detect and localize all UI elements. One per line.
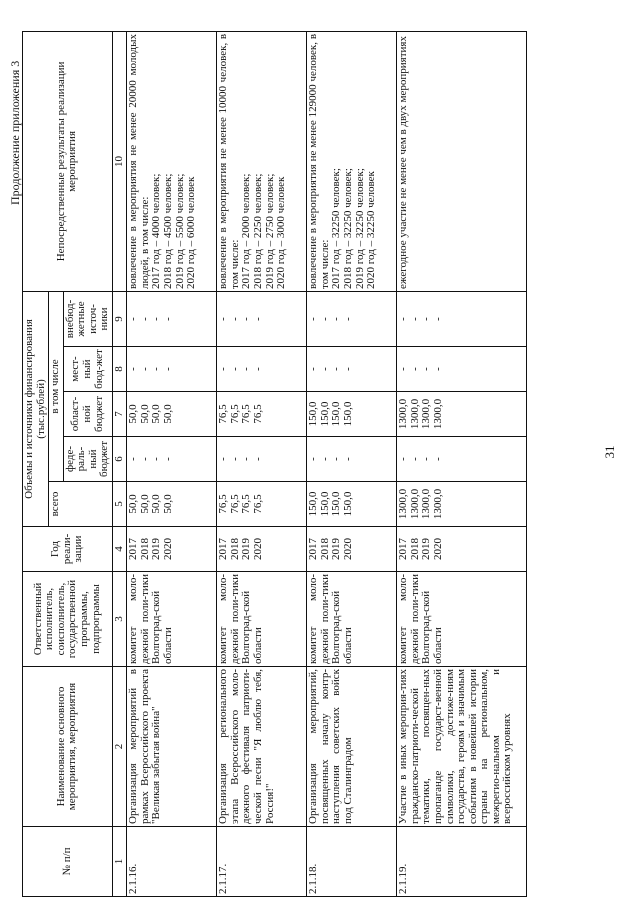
year-cell-value: 2017 [397, 538, 410, 560]
federal-cell [217, 437, 307, 482]
regional-cell-value: 1300,0 [408, 398, 421, 430]
row-number: 2.1.18. [307, 827, 397, 897]
local-cell-value: - [307, 367, 320, 371]
year-cell-value: 2017 [127, 538, 140, 560]
regional-cell-value: 150,0 [330, 401, 343, 427]
local-cell-value: - [330, 367, 343, 371]
regional-cell [307, 392, 397, 437]
local-cell-value: - [342, 367, 355, 371]
result-cell [397, 31, 527, 291]
header-total: всего [49, 482, 113, 527]
regional-cell-value: 76,5 [240, 404, 253, 424]
table-row [397, 31, 527, 896]
local-cell-value: - [217, 367, 230, 371]
result-line: 2019 год – 32250 человек; [353, 168, 366, 289]
year-cell [217, 527, 307, 572]
total-cell-value: 50,0 [150, 494, 163, 514]
year-cell-value: 2020 [342, 538, 355, 560]
colnum: 3 [112, 572, 127, 667]
federal-cell-value: - [252, 457, 265, 461]
year-cell [127, 527, 217, 572]
extra-cell-value: - [397, 317, 410, 321]
federal-cell-value: - [162, 457, 175, 461]
year-cell [307, 527, 397, 572]
regional-cell-value: 50,0 [138, 404, 151, 424]
local-cell [217, 347, 307, 392]
local-cell-value: - [420, 367, 433, 371]
result-line: 2019 год – 2750 человек; [263, 173, 276, 289]
year-cell-value: 2017 [217, 538, 230, 560]
activity-name: Участие в иных мероприя-тиях гражданско-патриоти-ческой тематики, посвящен-ных пропаганде государст-венной символики, достиже-ниям государства, героям и значимым событиям в новейшей истории страны на региональном, межрегио-нальном и всероссийском уровнях [397, 667, 527, 827]
federal-cell-value: - [330, 457, 343, 461]
table-row [127, 31, 217, 896]
result-cell [307, 31, 397, 291]
local-cell-value: - [127, 367, 140, 371]
federal-cell-value: - [217, 457, 230, 461]
total-cell-value: 50,0 [162, 494, 175, 514]
local-cell-value: - [138, 367, 151, 371]
year-cell [397, 527, 527, 572]
page-number: 31 [602, 445, 617, 459]
total-cell-value: 50,0 [127, 494, 140, 514]
total-cell [397, 482, 527, 527]
colnum: 10 [112, 31, 127, 291]
local-cell-value: - [432, 367, 445, 371]
local-cell [127, 347, 217, 392]
federal-cell-value: - [307, 457, 320, 461]
regional-cell-value: 150,0 [342, 401, 355, 427]
responsible-executor: комитет моло-дежной поли-тики Волгоград-ской области [127, 572, 217, 667]
year-cell-value: 2020 [252, 538, 265, 560]
row-number: 2.1.17. [217, 827, 307, 897]
header-local: мест-ный бюд-жет [63, 347, 112, 392]
result-text: ежегодное участие не менее чем в двух мероприятиях [397, 36, 410, 289]
federal-cell-value: - [228, 457, 241, 461]
extra-cell-value: - [162, 317, 175, 321]
colnum: 8 [112, 347, 127, 392]
year-cell-value: 2018 [408, 538, 421, 560]
regional-cell-value: 76,5 [228, 404, 241, 424]
result-line: 2018 год – 32250 человек; [342, 168, 355, 289]
year-cell-value: 2020 [432, 538, 445, 560]
federal-cell-value: - [432, 457, 445, 461]
extra-cell-value: - [127, 317, 140, 321]
header-including: в том числе [49, 291, 64, 481]
extra-cell-value: - [217, 317, 230, 321]
header-year: Год реали-зации [23, 527, 113, 572]
result-line: 2020 год – 3000 человек [275, 176, 288, 289]
extra-cell-value: - [252, 317, 265, 321]
local-cell-value: - [408, 367, 421, 371]
regional-cell [127, 392, 217, 437]
total-cell-value: 1300,0 [408, 488, 421, 520]
total-cell [127, 482, 217, 527]
extra-cell-value: - [330, 317, 343, 321]
local-cell-value: - [397, 367, 410, 371]
federal-cell-value: - [342, 457, 355, 461]
colnum: 1 [112, 827, 127, 897]
extra-cell-value: - [307, 317, 320, 321]
colnum: 4 [112, 527, 127, 572]
local-cell-value: - [150, 367, 163, 371]
result-line: 2017 год – 2000 человек; [240, 173, 253, 289]
row-number: 2.1.19. [397, 827, 527, 897]
result-line: 2019 год – 5500 человек; [173, 173, 186, 289]
result-cell [217, 31, 307, 291]
extra-cell-value: - [342, 317, 355, 321]
extra-cell [217, 291, 307, 346]
total-cell-value: 50,0 [138, 494, 151, 514]
local-cell-value: - [252, 367, 265, 371]
responsible-executor: комитет моло-дежной поли-тики Волгоград-ской области [397, 572, 527, 667]
year-cell-value: 2020 [162, 538, 175, 560]
total-cell-value: 76,5 [252, 494, 265, 514]
extra-cell [307, 291, 397, 346]
regional-cell [217, 392, 307, 437]
federal-cell-value: - [240, 457, 253, 461]
federal-cell-value: - [408, 457, 421, 461]
extra-cell-value: - [228, 317, 241, 321]
header-num: № п/п [23, 827, 113, 897]
regional-cell-value: 50,0 [162, 404, 175, 424]
regional-cell-value: 76,5 [252, 404, 265, 424]
year-cell-value: 2019 [240, 538, 253, 560]
regional-cell-value: 1300,0 [432, 398, 445, 430]
year-cell-value: 2017 [307, 538, 320, 560]
regional-cell [397, 392, 527, 437]
federal-cell-value: - [397, 457, 410, 461]
total-cell-value: 150,0 [330, 491, 343, 517]
result-text: вовлечение в мероприятия не менее 10000 человек, в том числе: [217, 33, 241, 289]
regional-cell-value: 1300,0 [397, 398, 410, 430]
result-text: вовлечение в мероприятия не менее 20000 молодых людей, в том числе: [127, 33, 151, 289]
total-cell-value: 1300,0 [432, 488, 445, 520]
year-cell-value: 2019 [420, 538, 433, 560]
result-line: 2018 год – 2250 человек; [252, 173, 265, 289]
year-cell-value: 2019 [330, 538, 343, 560]
federal-cell-value: - [127, 457, 140, 461]
total-cell-value: 76,5 [240, 494, 253, 514]
colnum: 2 [112, 667, 127, 827]
appendix-caption: Продолжение приложения 3 [8, 60, 22, 205]
total-cell-value: 150,0 [307, 491, 320, 517]
extra-cell [397, 291, 527, 346]
table-row [217, 31, 307, 896]
total-cell-value: 150,0 [342, 491, 355, 517]
header-federal: феде-раль-ный бюджет [63, 437, 112, 482]
activity-name: Организация мероприятий, посвященных началу контр-наступления советских войск под Сталинградом [307, 667, 397, 827]
extra-cell-value: - [420, 317, 433, 321]
federal-cell-value: - [150, 457, 163, 461]
header-regional: област-ной бюджет [63, 392, 112, 437]
extra-cell-value: - [138, 317, 151, 321]
year-cell-value: 2018 [138, 538, 151, 560]
total-cell [307, 482, 397, 527]
activity-name: Организация регионального этапа Всероссийского моло-дежного фестиваля патриоти-ческой песни "Я люблю тебя, Россия!" [217, 667, 307, 827]
result-cell [127, 31, 217, 291]
extra-cell-value: - [318, 317, 331, 321]
total-cell-value: 1300,0 [420, 488, 433, 520]
federal-cell [307, 437, 397, 482]
program-table [22, 31, 527, 897]
responsible-executor: комитет моло-дежной поли-тики Волгоград-ской области [217, 572, 307, 667]
extra-cell-value: - [432, 317, 445, 321]
total-cell [217, 482, 307, 527]
year-cell-value: 2019 [150, 538, 163, 560]
result-line: 2020 год – 6000 человек [185, 176, 198, 289]
header-responsible: Ответственный исполнитель, соисполнитель, государственной программы, подпрограммы [23, 572, 113, 667]
total-cell-value: 1300,0 [397, 488, 410, 520]
extra-cell-value: - [150, 317, 163, 321]
regional-cell-value: 50,0 [127, 404, 140, 424]
total-cell-value: 76,5 [228, 494, 241, 514]
local-cell-value: - [318, 367, 331, 371]
regional-cell-value: 150,0 [307, 401, 320, 427]
column-numbers-row [112, 31, 127, 896]
extra-cell [127, 291, 217, 346]
colnum: 5 [112, 482, 127, 527]
result-line: 2018 год – 4500 человек; [162, 173, 175, 289]
header-finance: Объемы и источники финансирования (тыс.рублей) [23, 291, 49, 526]
activity-name: Организация мероприятий в рамках Всероссийского проекта "Великая забытая война" [127, 667, 217, 827]
header-results: Непосредственные результаты реализации мероприятия [23, 31, 113, 291]
year-cell-value: 2018 [318, 538, 331, 560]
regional-cell-value: 50,0 [150, 404, 163, 424]
header-extra: внебюд-жетные источ-ники [63, 291, 112, 346]
extra-cell-value: - [408, 317, 421, 321]
federal-cell-value: - [420, 457, 433, 461]
row-number: 2.1.16. [127, 827, 217, 897]
federal-cell-value: - [138, 457, 151, 461]
federal-cell [127, 437, 217, 482]
colnum: 7 [112, 392, 127, 437]
local-cell-value: - [240, 367, 253, 371]
result-line: 2020 год – 32250 человек [365, 171, 378, 289]
result-text: вовлечение в мероприятия не менее 129000 человек, в том числе: [307, 33, 331, 289]
responsible-executor: комитет моло-дежной поли-тики Волгоград-ской области [307, 572, 397, 667]
federal-cell [397, 437, 527, 482]
regional-cell-value: 150,0 [318, 401, 331, 427]
local-cell-value: - [162, 367, 175, 371]
result-line: 2017 год – 4000 человек; [150, 173, 163, 289]
table-row [307, 31, 397, 896]
total-cell-value: 76,5 [217, 494, 230, 514]
regional-cell-value: 1300,0 [420, 398, 433, 430]
local-cell [307, 347, 397, 392]
federal-cell-value: - [318, 457, 331, 461]
header-name: Наименование основного мероприятия, мероприятия [23, 667, 113, 827]
result-line: 2017 год – 32250 человек; [330, 168, 343, 289]
colnum: 6 [112, 437, 127, 482]
colnum: 9 [112, 291, 127, 346]
year-cell-value: 2018 [228, 538, 241, 560]
total-cell-value: 150,0 [318, 491, 331, 517]
extra-cell-value: - [240, 317, 253, 321]
local-cell-value: - [228, 367, 241, 371]
regional-cell-value: 76,5 [217, 404, 230, 424]
local-cell [397, 347, 527, 392]
